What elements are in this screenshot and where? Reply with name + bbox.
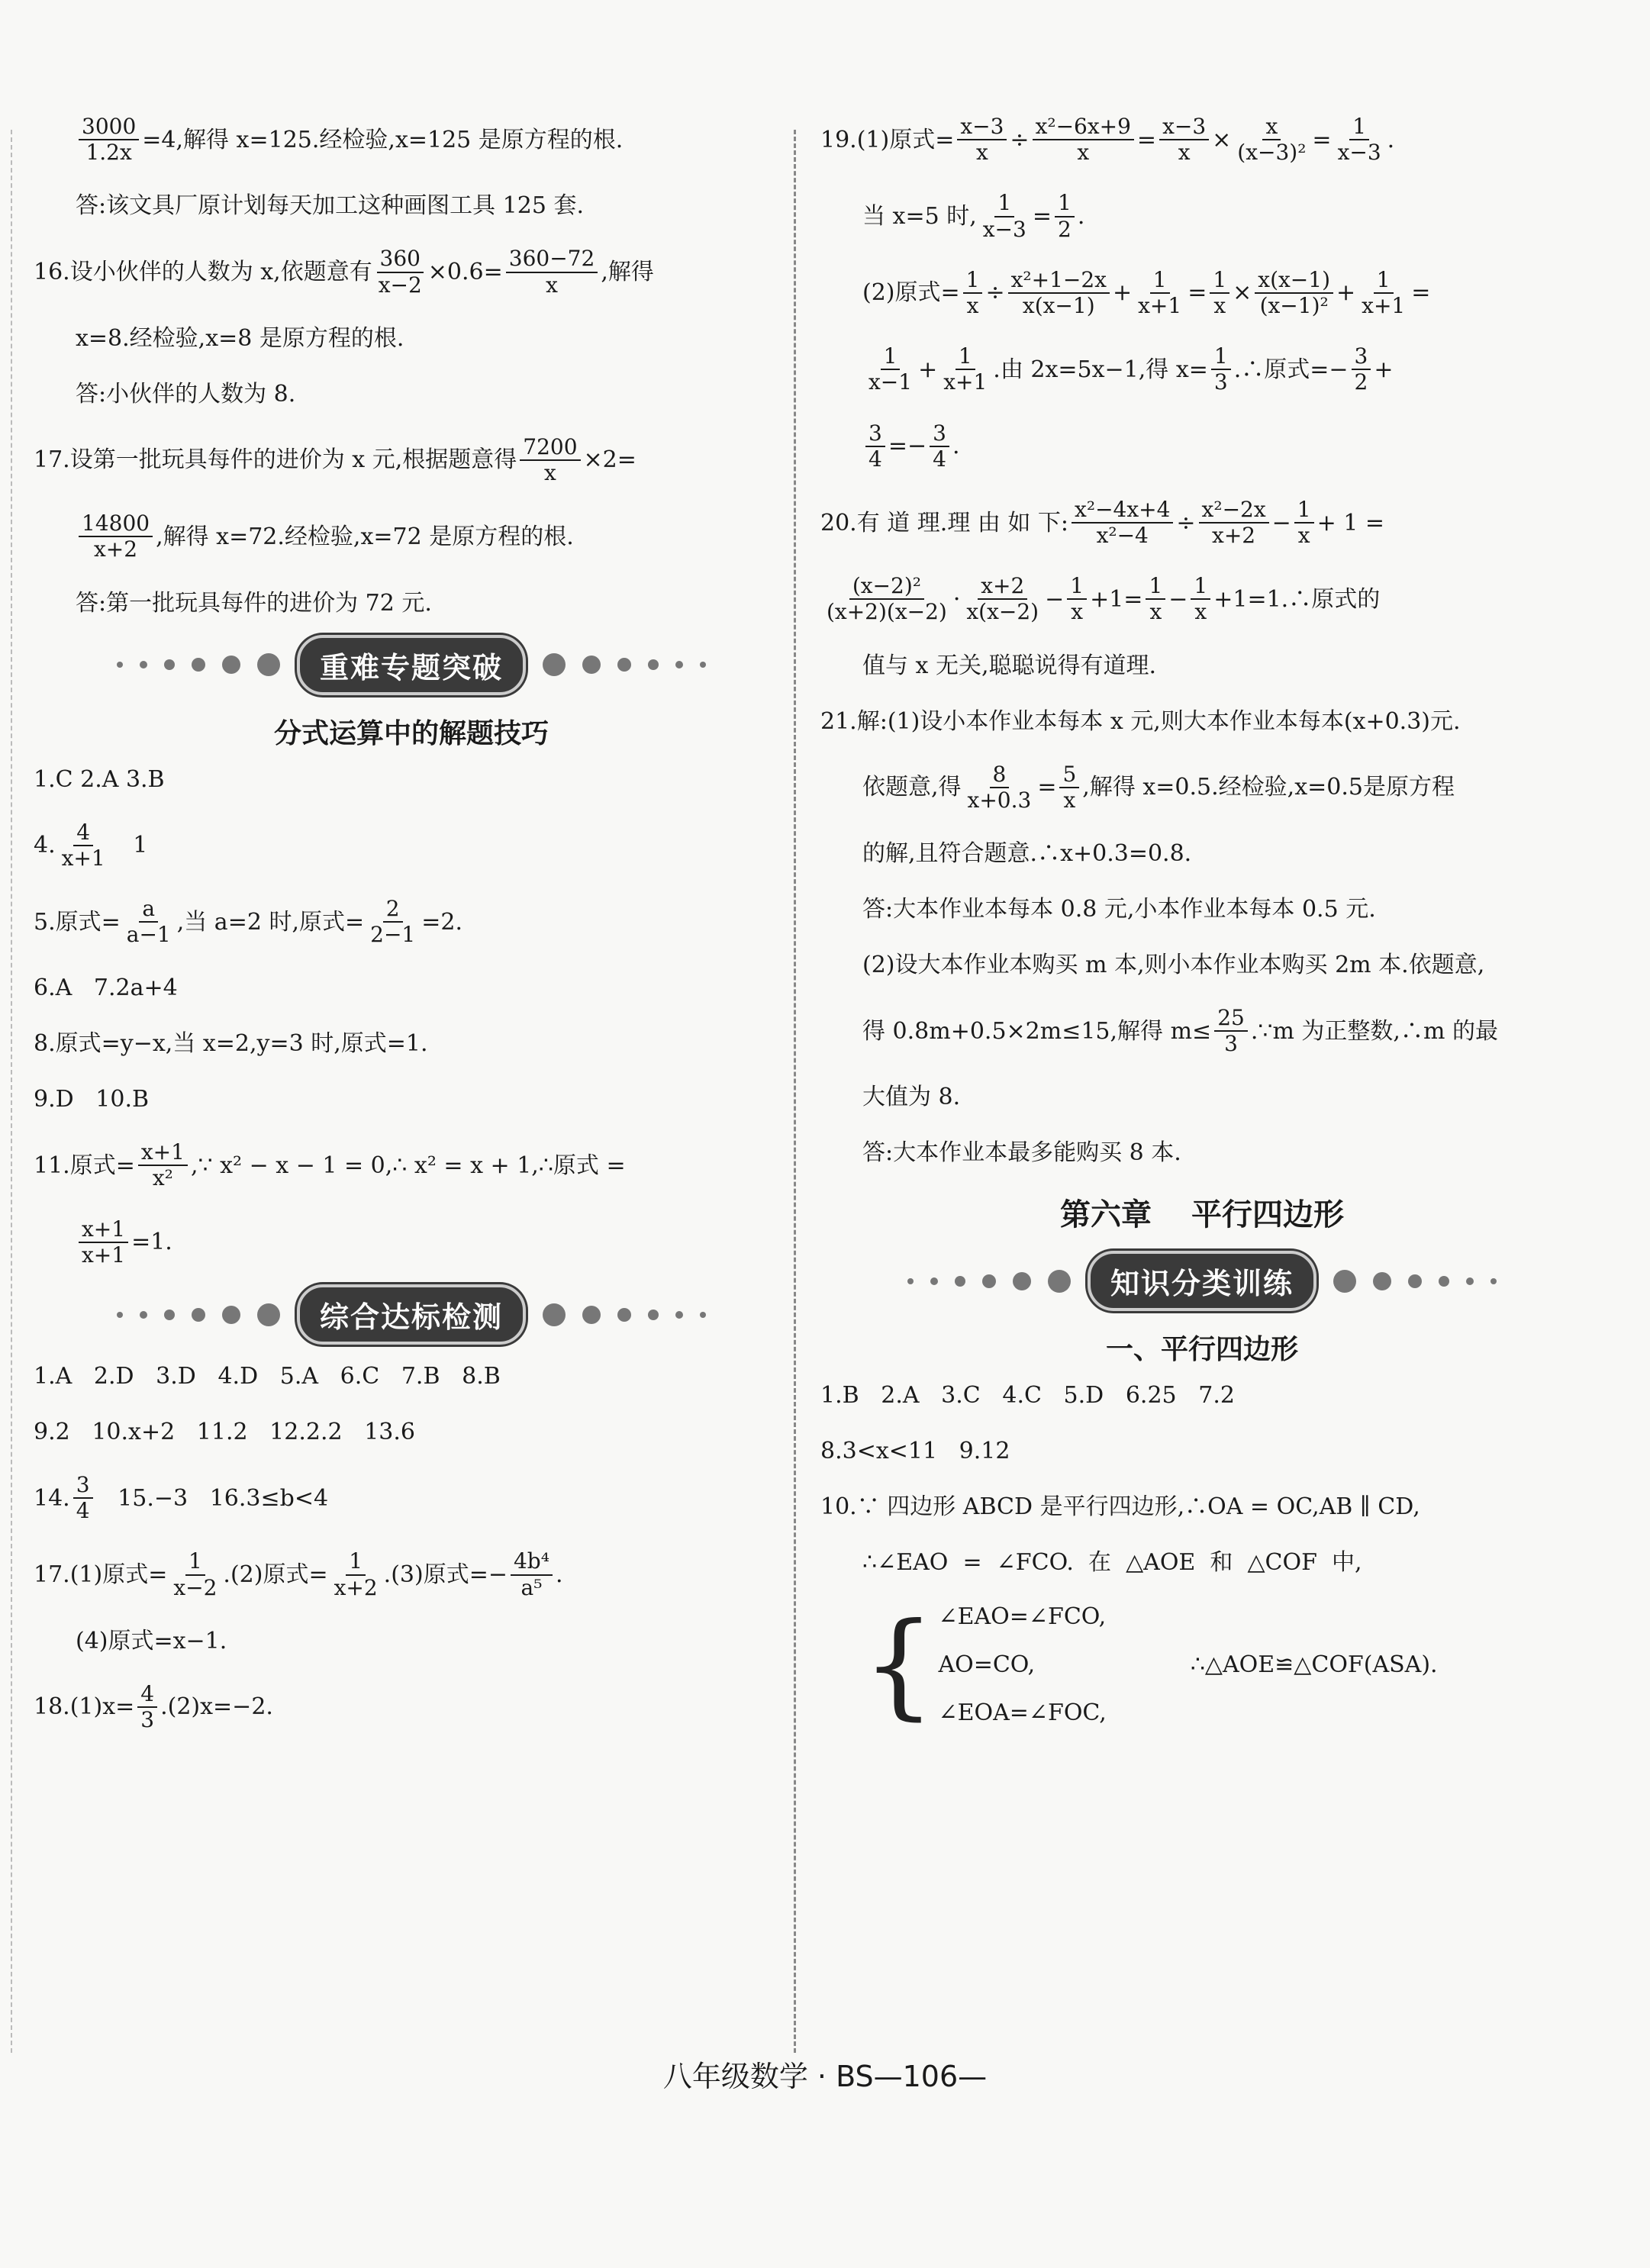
denominator: 4 [869,446,882,472]
fraction [375,246,425,297]
fraction [963,268,983,318]
fraction [1255,268,1333,318]
column-divider [794,130,796,2053]
denominator: x [975,140,988,166]
fraction [138,1140,188,1190]
fraction [1211,344,1231,395]
numerator: 1 [1349,114,1369,140]
answer-line [820,574,1584,624]
fraction [331,1549,381,1600]
numerator: x−3 [957,114,1007,140]
numerator: x²−2x [1199,498,1269,524]
fraction [1072,498,1173,548]
answer-line: 8.3<x<11 9.12 [820,1438,1010,1465]
chapter-number: 第六章 [1060,1197,1152,1233]
section-heading: 分式运算中的解题技巧 [273,717,549,749]
denominator: x−2 [378,272,422,298]
numerator: 360 [377,246,424,272]
fraction [1358,268,1408,318]
denominator: 4 [76,1498,90,1524]
text: .∵m 为正整数,∴m 的最 [1250,1017,1498,1045]
denominator: a−1 [126,922,171,948]
right-column [820,114,1584,1732]
fraction [980,191,1030,241]
denominator: x+1 [82,1242,126,1268]
fraction [865,421,885,472]
banner-title: 知识分类训练 [1088,1251,1316,1311]
answer-line: (4)原式=x−1. [76,1627,227,1654]
answer-line: 的解,且符合题意.∴x+0.3=0.8. [862,840,1192,867]
answer-line [820,114,1584,165]
fraction [940,344,990,395]
numerator: 8 [990,762,1010,788]
denominator: 3 [1213,369,1228,395]
operator: − [1271,509,1291,536]
answer-line: 8.原式=y−x,当 x=2,y=3 时,原式=1. [34,1030,428,1058]
numerator: a [139,897,158,923]
denominator: x [966,292,979,318]
answer-line: 大值为 8. [862,1084,961,1111]
fraction [1033,114,1134,165]
brace-rows [938,1603,1106,1726]
denominator: 1.2x [85,140,132,166]
numerator: 360−72 [506,246,598,272]
answer-line [34,820,789,871]
fraction [79,511,153,562]
answer-line [820,268,1584,318]
text: 14. [34,1484,70,1512]
answer-line [34,1682,789,1732]
operator: + [918,356,938,383]
answer-line: 6.A 7.2a+4 [34,975,178,1002]
denominator: x [1071,599,1084,625]
banner-title: 综合达标检测 [297,1284,526,1345]
text: ,当 a=2 时,原式= [176,908,365,936]
fraction [520,435,580,485]
answer-line: 1.A 2.D 3.D 4.D 5.A 6.C 7.B 8.B [34,1363,501,1390]
numerator: x²+1−2x [1008,268,1110,294]
fraction [73,1473,93,1523]
left-margin-rule [11,130,12,2053]
denominator: 3 [1224,1031,1238,1057]
operator: ÷ [1010,126,1030,153]
answer-line [34,1217,789,1268]
numerator: x(x−1) [1255,268,1333,294]
chapter-title [820,1190,1584,1234]
numerator: 1 [1150,268,1170,294]
numerator: 3 [930,421,949,447]
denominator: x²−4 [1096,523,1149,549]
numerator: 1 [1055,191,1075,217]
operator: = [1312,126,1332,153]
numerator: 1 [963,268,983,294]
fraction [170,1549,220,1600]
answer-line: 答:该文具厂原计划每天加工这种画图工具 125 套. [76,192,584,220]
numerator: 1 [1374,268,1394,294]
denominator: x [1213,292,1226,318]
numerator: 1 [881,344,901,370]
congruence-system [820,1598,1584,1732]
dots-right [543,653,706,676]
fraction [1335,114,1384,165]
answer-line: (2)设大本作业本购买 m 本,则小本作业本购买 2m 本.依题意, [862,952,1485,978]
denominator: (x+2)(x−2) [827,599,947,625]
numerator: x²−4x+4 [1072,498,1173,524]
fraction [1055,191,1075,241]
answer-line [820,344,1584,395]
denominator: x−1 [869,369,913,395]
denominator: x+2 [1212,523,1256,549]
text: 5.原式= [34,908,121,936]
operator: − [1045,585,1065,613]
fraction [511,1549,553,1600]
numerator: x [1262,114,1281,140]
numerator: x−3 [1159,114,1209,140]
operator: + [1336,279,1356,307]
answer-line: 值与 x 无关,聪聪说得有道理. [862,652,1157,679]
numerator: x+1 [138,1140,188,1166]
answer-line: 1.B 2.A 3.C 4.C 5.D 6.25 7.2 [820,1382,1235,1409]
answer-line [34,1549,789,1600]
text: ×0.6= [427,259,503,286]
numerator: 1 [1211,344,1231,370]
fraction [1191,574,1210,624]
numerator: 3 [865,421,885,447]
denominator: x+1 [61,845,105,871]
text: . [952,433,960,460]
answer-line: 10.∵ 四边形 ABCD 是平行四边形,∴OA = OC,AB ∥ CD, [820,1493,1420,1521]
text: 16.设小伙伴的人数为 x,依题意有 [34,259,372,286]
numerator: 1 [1210,268,1229,294]
denominator: 2 [1057,216,1072,242]
numerator: 1 [956,344,975,370]
answer-line: 1.C 2.A 3.B [34,765,165,793]
operator: ÷ [985,279,1005,307]
denominator: x [1194,599,1207,625]
operator: +1= [1090,585,1143,613]
dots-left [117,653,280,676]
numerator: 4 [73,820,93,846]
text: (2)原式= [862,279,960,307]
text: ,∵ x² − x − 1 = 0,∴ x² = x + 1,∴原式 = [190,1152,626,1179]
condition: AO=CO, [938,1651,1036,1679]
text: 18.(1)x= [34,1693,135,1721]
denominator: x [1297,523,1310,549]
numerator: 2 [383,897,403,923]
operator: · [952,585,961,613]
text: =2. [421,908,462,936]
fraction [1214,1006,1248,1056]
fraction [930,421,949,472]
numerator: 7200 [520,435,580,461]
answer-line [820,1006,1584,1056]
denominator: x [543,459,556,485]
answer-line: 答:大本作业本每本 0.8 元,小本作业本每本 0.5 元. [862,896,1376,923]
text: 17.(1)原式= [34,1561,168,1589]
section-banner [820,1251,1584,1311]
dots-left [907,1270,1071,1293]
fraction [1067,574,1087,624]
denominator: x² [152,1165,173,1191]
operator: ÷ [1176,509,1196,536]
fraction [367,897,418,947]
denominator: x+2 [94,536,138,562]
fraction [1008,268,1110,318]
text: . [555,1561,563,1589]
fraction [506,246,598,297]
text: 得 0.8m+0.5×2m≤15,解得 m≤ [862,1017,1212,1045]
numerator: 3 [73,1473,93,1499]
operator: = [1032,203,1052,230]
denominator: (x−3)² [1237,140,1307,166]
fraction [1294,498,1314,548]
numerator: 1 [1067,574,1087,600]
denominator: x [1077,140,1090,166]
text: . [1077,203,1085,230]
dots-right [543,1303,706,1326]
numerator: x+1 [79,1217,128,1243]
denominator: (x−1)² [1259,292,1329,318]
answer-line: 9.2 10.x+2 11.2 12.2.2 13.6 [34,1419,416,1445]
text: ,解得 x=72.经检验,x=72 是原方程的根. [156,523,574,550]
operator: − [1168,585,1188,613]
denominator: x [546,272,558,298]
conclusion: ∴△AOE≌△COF(ASA). [1190,1651,1438,1679]
denominator: x−3 [1337,140,1381,166]
denominator: x [1063,787,1076,813]
fraction [965,762,1035,813]
fraction [963,574,1042,624]
denominator: x−3 [982,216,1026,242]
text: .(2)x=−2. [160,1693,273,1721]
fraction [1352,344,1371,395]
answer-line [34,114,789,165]
denominator: x−2 [173,1574,218,1600]
text: 19.(1)原式= [820,126,955,153]
numerator: 1 [1146,574,1165,600]
text: ×2= [583,446,636,474]
numerator: 1 [994,191,1014,217]
fraction [59,820,108,871]
denominator: x+1 [1362,292,1406,318]
answer-line [34,1140,789,1190]
fraction [823,574,950,624]
numerator: 1 [1294,498,1314,524]
operator: × [1233,279,1252,307]
fraction [1059,762,1079,813]
numerator: 25 [1214,1006,1248,1032]
denominator: x+0.3 [967,787,1032,813]
text: .(3)原式=− [383,1561,508,1589]
answer-line [34,435,789,485]
denominator: 2−1 [370,922,416,948]
fraction [1135,268,1184,318]
text: +1=1.∴原式的 [1213,585,1381,613]
answer-line [34,246,789,297]
fraction [1159,114,1209,165]
fraction [137,1682,157,1732]
condition: ∠EOA=∠FOC, [938,1699,1107,1727]
denominator: x+2 [334,1574,378,1600]
section-heading: 一、平行四边形 [1105,1334,1298,1366]
fraction [1146,574,1165,624]
text: 1 [111,832,148,859]
denominator: a⁵ [520,1574,543,1600]
text: .(2)原式= [223,1561,328,1589]
denominator: x+1 [1138,292,1182,318]
denominator: 3 [140,1706,155,1732]
text: 依题意,得 [862,774,962,801]
dots-left [117,1303,280,1326]
fraction [1199,498,1269,548]
fraction [79,114,139,165]
text: 17.设第一批玩具每件的进价为 x 元,根据题意得 [34,446,517,474]
section-banner [34,1284,789,1345]
text: . [1387,126,1395,153]
answer-line: 21.解:(1)设小本作业本每本 x 元,则大本作业本每本(x+0.3)元. [820,707,1461,735]
operator: =− [888,433,927,460]
left-brace: { [862,1598,936,1732]
text: 11.原式= [34,1152,135,1179]
numerator: 1 [346,1549,366,1575]
left-column [34,114,789,1732]
fraction [865,344,915,395]
fraction [1210,268,1229,318]
numerator: 4b⁴ [511,1549,553,1575]
text: = [1411,279,1431,307]
numerator: 4 [137,1682,157,1708]
answer-line [820,421,1584,472]
numerator: 14800 [79,511,153,537]
answer-line [820,762,1584,813]
condition: ∠EAO=∠FCO, [938,1603,1107,1631]
chapter-name: 平行四边形 [1191,1197,1344,1233]
fraction [79,1217,128,1268]
answer-line [34,511,789,562]
fraction [1234,114,1309,165]
answer-line: x=8.经检验,x=8 是原方程的根. [76,324,404,352]
numerator: x+2 [978,574,1027,600]
numerator: 1 [1191,574,1210,600]
denominator: x [1149,599,1162,625]
numerator: x²−6x+9 [1033,114,1134,140]
operator: + [1112,279,1133,307]
section-banner [34,635,789,695]
text: ,解得 x=0.5.经检验,x=0.5是原方程 [1082,774,1455,801]
text: .∴原式=− [1233,356,1349,383]
answer-line: 9.D 10.B [34,1086,150,1113]
text: + 1 = [1316,509,1385,536]
denominator: x(x−1) [1022,292,1095,318]
answer-line: 答:大本作业本最多能购买 8 本. [862,1139,1181,1167]
text: 当 x=5 时, [862,203,977,230]
text: =1. [131,1229,172,1256]
denominator: x(x−2) [966,599,1039,625]
answer-line: 答:小伙伴的人数为 8. [76,380,296,408]
answer-line [820,191,1584,241]
answer-line [34,897,789,947]
denominator: x [1178,140,1191,166]
answer-line [34,1473,789,1523]
text: 4. [34,832,56,859]
text: ,解得 [601,259,654,286]
page-footer: 八年级数学 · BS—106— [662,2060,988,2093]
fraction [124,897,174,947]
denominator: 2 [1354,369,1368,395]
text: 20.有 道 理.理 由 如 下: [820,509,1069,536]
banner-title: 重难专题突破 [297,635,526,695]
text: =4,解得 x=125.经检验,x=125 是原方程的根. [142,126,624,153]
numerator: 5 [1059,762,1079,788]
numerator: 3000 [79,114,139,140]
numerator: 3 [1352,344,1371,370]
text: .由 2x=5x−1,得 x= [993,356,1208,383]
answer-line: ∴∠EAO = ∠FCO. 在 △AOE 和 △COF 中, [862,1549,1362,1577]
fraction [957,114,1007,165]
numerator: 1 [185,1549,205,1575]
operator: = [1136,126,1157,153]
numerator: (x−2)² [849,574,924,600]
denominator: x+1 [943,369,988,395]
text: + [1374,356,1394,383]
answer-line [820,498,1584,548]
operator: = [1037,774,1057,801]
answer-line: 答:第一批玩具每件的进价为 72 元. [76,589,432,617]
text: 15.−3 16.3≤b<4 [95,1484,329,1512]
dots-right [1333,1270,1497,1293]
operator: = [1188,279,1207,307]
operator: × [1212,126,1232,153]
denominator: 4 [933,446,946,472]
